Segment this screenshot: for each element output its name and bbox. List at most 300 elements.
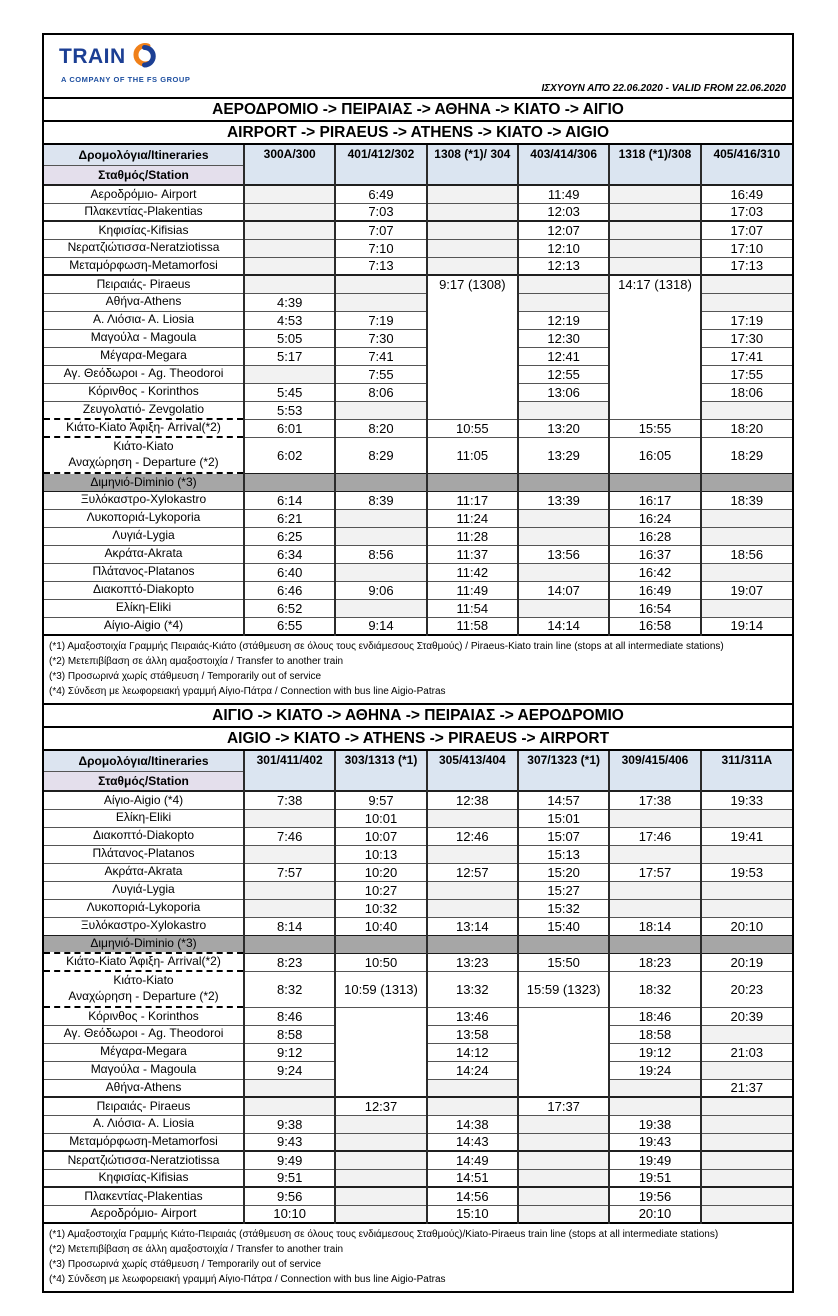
empty-cell bbox=[701, 1205, 792, 1223]
time-cell: 17:03 bbox=[701, 203, 792, 221]
time-cell: 8:39 bbox=[335, 491, 426, 509]
time-cell: 10:10 bbox=[244, 1205, 335, 1223]
empty-cell bbox=[244, 1079, 335, 1097]
time-cell: 6:40 bbox=[244, 563, 335, 581]
empty-cell bbox=[427, 239, 518, 257]
empty-cell bbox=[518, 509, 609, 527]
time-cell: 19:43 bbox=[609, 1133, 700, 1151]
through-service-cell bbox=[335, 1007, 426, 1097]
time-cell: 10:20 bbox=[335, 863, 426, 881]
table-row bbox=[44, 971, 792, 1007]
empty-cell bbox=[518, 1151, 609, 1169]
empty-cell bbox=[427, 881, 518, 899]
table-row bbox=[44, 791, 792, 809]
empty-cell bbox=[335, 1115, 426, 1133]
time-cell: 11:42 bbox=[427, 563, 518, 581]
time-cell: 9:43 bbox=[244, 1133, 335, 1151]
time-cell: 14:14 bbox=[518, 617, 609, 635]
time-cell: 20:23 bbox=[701, 971, 792, 1007]
time-cell: 14:12 bbox=[427, 1043, 518, 1061]
closed-cell bbox=[244, 935, 335, 953]
empty-cell bbox=[335, 1169, 426, 1187]
timetable-sheet bbox=[42, 33, 794, 1293]
time-cell: 6:25 bbox=[244, 527, 335, 545]
table-row bbox=[44, 1097, 792, 1115]
footnote: (*1) Αμαξοστοιχία Γραμμής Κιάτο-Πειραιάς (στάθμευση σε όλους τους ενδιάμεσους Σταθμούς)/Kiato-Piraeus train line (stops at all intermediate stations) bbox=[49, 1229, 719, 1240]
empty-cell bbox=[244, 899, 335, 917]
time-cell: 15:55 bbox=[609, 419, 700, 437]
empty-cell bbox=[701, 1169, 792, 1187]
station-cell: Αεροδρόμιο- Airport bbox=[44, 185, 244, 203]
time-cell: 12:03 bbox=[518, 203, 609, 221]
title-greek: ΑΕΡΟΔΡΟΜΙΟ -> ΠΕΙΡΑΙΑΣ -> ΑΘΗΝΑ -> ΚΙΑΤΟ -> ΑΙΓΙΟ bbox=[44, 99, 792, 122]
time-cell: 17:41 bbox=[701, 347, 792, 365]
empty-cell bbox=[244, 845, 335, 863]
time-cell: 7:30 bbox=[335, 329, 426, 347]
empty-cell bbox=[335, 1151, 426, 1169]
table-row bbox=[44, 599, 792, 617]
station-cell: Μέγαρα-Megara bbox=[44, 1043, 244, 1061]
table-row bbox=[44, 185, 792, 203]
time-cell: 15:50 bbox=[518, 953, 609, 971]
empty-cell bbox=[335, 293, 426, 311]
column-header-train: 401/412/302 bbox=[335, 145, 426, 185]
station-cell: Μεταμόρφωση-Metamorfosi bbox=[44, 257, 244, 275]
empty-cell bbox=[427, 845, 518, 863]
empty-cell bbox=[244, 275, 335, 293]
title-english: AIRPORT -> PIRAEUS -> ATHENS -> KIATO -> AIGIO bbox=[44, 122, 792, 145]
station-cell: Ακράτα-Akrata bbox=[44, 863, 244, 881]
header-row bbox=[44, 751, 792, 772]
empty-cell bbox=[518, 1133, 609, 1151]
table-row bbox=[44, 917, 792, 935]
through-service-cell: 14:17 (1318) bbox=[609, 275, 700, 419]
empty-cell bbox=[701, 1151, 792, 1169]
time-cell: 9:38 bbox=[244, 1115, 335, 1133]
table-row bbox=[44, 239, 792, 257]
timetable-2 bbox=[44, 751, 792, 1224]
time-cell: 10:07 bbox=[335, 827, 426, 845]
station-cell: Λυκοποριά-Lykoporia bbox=[44, 509, 244, 527]
time-cell: 9:56 bbox=[244, 1187, 335, 1205]
time-cell: 15:20 bbox=[518, 863, 609, 881]
station-cell: Μέγαρα-Megara bbox=[44, 347, 244, 365]
empty-cell bbox=[244, 809, 335, 827]
time-cell: 16:37 bbox=[609, 545, 700, 563]
time-cell: 13:39 bbox=[518, 491, 609, 509]
time-cell: 19:51 bbox=[609, 1169, 700, 1187]
time-cell: 12:30 bbox=[518, 329, 609, 347]
column-header-train: 305/413/404 bbox=[427, 751, 518, 791]
station-cell: Κηφισίας-Kifisias bbox=[44, 221, 244, 239]
time-cell: 11:17 bbox=[427, 491, 518, 509]
time-cell: 7:10 bbox=[335, 239, 426, 257]
time-cell: 8:58 bbox=[244, 1025, 335, 1043]
station-cell: Νερατζιώτισσα-Neratziotissa bbox=[44, 239, 244, 257]
time-cell: 14:57 bbox=[518, 791, 609, 809]
station-cell: Ξυλόκαστρο-Xylokastro bbox=[44, 491, 244, 509]
time-cell: 7:38 bbox=[244, 791, 335, 809]
closed-cell bbox=[518, 473, 609, 491]
closed-cell bbox=[609, 473, 700, 491]
station-cell: Ξυλόκαστρο-Xylokastro bbox=[44, 917, 244, 935]
empty-cell bbox=[701, 509, 792, 527]
time-cell: 7:41 bbox=[335, 347, 426, 365]
time-cell: 12:19 bbox=[518, 311, 609, 329]
footnote: (*2) Μετεπιβίβαση σε άλλη αμαξοστοιχία / Transfer to another train bbox=[49, 1244, 344, 1255]
time-cell: 8:46 bbox=[244, 1007, 335, 1025]
empty-cell bbox=[518, 275, 609, 293]
table-row bbox=[44, 845, 792, 863]
time-cell: 11:24 bbox=[427, 509, 518, 527]
column-header-train: 403/414/306 bbox=[518, 145, 609, 185]
time-cell: 7:46 bbox=[244, 827, 335, 845]
time-cell: 11:28 bbox=[427, 527, 518, 545]
masthead bbox=[44, 35, 792, 99]
time-cell: 15:40 bbox=[518, 917, 609, 935]
table-row bbox=[44, 581, 792, 599]
table-row bbox=[44, 1187, 792, 1205]
closed-cell bbox=[609, 935, 700, 953]
empty-cell bbox=[701, 809, 792, 827]
time-cell: 9:14 bbox=[335, 617, 426, 635]
trainose-logo bbox=[59, 43, 159, 69]
time-cell: 18:29 bbox=[701, 437, 792, 473]
empty-cell bbox=[335, 401, 426, 419]
time-cell: 15:07 bbox=[518, 827, 609, 845]
column-header-train: 405/416/310 bbox=[701, 145, 792, 185]
empty-cell bbox=[335, 599, 426, 617]
time-cell: 15:01 bbox=[518, 809, 609, 827]
footnote: (*3) Προσωρινά χωρίς στάθμευση / Temporarily out of service bbox=[49, 1259, 322, 1270]
time-cell: 15:32 bbox=[518, 899, 609, 917]
table-row bbox=[44, 275, 792, 293]
time-cell: 10:50 bbox=[335, 953, 426, 971]
table-row bbox=[44, 1115, 792, 1133]
table-row bbox=[44, 1169, 792, 1187]
time-cell: 19:41 bbox=[701, 827, 792, 845]
table-row bbox=[44, 827, 792, 845]
time-cell: 20:10 bbox=[609, 1205, 700, 1223]
station-cell: Ζευγολατιό- Zevgolatio bbox=[44, 401, 244, 419]
empty-cell bbox=[701, 1061, 792, 1079]
time-cell: 12:10 bbox=[518, 239, 609, 257]
station-cell: Διακοπτό-Diakopto bbox=[44, 581, 244, 599]
empty-cell bbox=[427, 899, 518, 917]
time-cell: 21:03 bbox=[701, 1043, 792, 1061]
trainose-logo-text: TRAIN bbox=[59, 44, 126, 68]
empty-cell bbox=[518, 1115, 609, 1133]
table-row bbox=[44, 809, 792, 827]
time-cell: 11:58 bbox=[427, 617, 518, 635]
empty-cell bbox=[518, 1205, 609, 1223]
station-cell: Κόρινθος - Korinthos bbox=[44, 1007, 244, 1025]
station-cell: Αθήνα-Athens bbox=[44, 1079, 244, 1097]
time-cell: 11:49 bbox=[518, 185, 609, 203]
time-cell: 17:07 bbox=[701, 221, 792, 239]
timetable-section-1 bbox=[44, 99, 792, 705]
empty-cell bbox=[335, 563, 426, 581]
table-row bbox=[44, 221, 792, 239]
time-cell: 18:32 bbox=[609, 971, 700, 1007]
station-cell: Πλακεντίας-Plakentias bbox=[44, 203, 244, 221]
time-cell: 13:29 bbox=[518, 437, 609, 473]
empty-cell bbox=[518, 293, 609, 311]
time-cell: 10:32 bbox=[335, 899, 426, 917]
time-cell: 20:39 bbox=[701, 1007, 792, 1025]
time-cell: 17:46 bbox=[609, 827, 700, 845]
time-cell: 18:06 bbox=[701, 383, 792, 401]
empty-cell bbox=[701, 293, 792, 311]
ose-monogram-icon bbox=[127, 41, 159, 69]
time-cell: 8:56 bbox=[335, 545, 426, 563]
time-cell: 8:29 bbox=[335, 437, 426, 473]
time-cell: 7:55 bbox=[335, 365, 426, 383]
table-row bbox=[44, 419, 792, 437]
time-cell: 9:06 bbox=[335, 581, 426, 599]
time-cell: 16:17 bbox=[609, 491, 700, 509]
time-cell: 10:55 bbox=[427, 419, 518, 437]
column-header-train: 300A/300 bbox=[244, 145, 335, 185]
table-row bbox=[44, 527, 792, 545]
station-cell: Κηφισίας-Kifisias bbox=[44, 1169, 244, 1187]
time-cell: 19:49 bbox=[609, 1151, 700, 1169]
empty-cell bbox=[701, 275, 792, 293]
station-cell: Ακράτα-Akrata bbox=[44, 545, 244, 563]
column-header-train: 311/311A bbox=[701, 751, 792, 791]
time-cell: 16:54 bbox=[609, 599, 700, 617]
station-header: Σταθμός/Station bbox=[44, 166, 244, 186]
station-cell: Αγ. Θεόδωροι - Ag. Theodoroi bbox=[44, 1025, 244, 1043]
time-cell: 11:05 bbox=[427, 437, 518, 473]
time-cell: 6:21 bbox=[244, 509, 335, 527]
station-cell: Πειραιάς- Piraeus bbox=[44, 275, 244, 293]
column-header-train: 301/411/402 bbox=[244, 751, 335, 791]
empty-cell bbox=[518, 401, 609, 419]
time-cell: 6:52 bbox=[244, 599, 335, 617]
time-cell: 19:14 bbox=[701, 617, 792, 635]
table-row bbox=[44, 863, 792, 881]
closed-cell bbox=[701, 935, 792, 953]
station-cell: Διμηνιό-Diminio (*3) bbox=[44, 935, 244, 953]
time-cell: 7:13 bbox=[335, 257, 426, 275]
empty-cell bbox=[427, 809, 518, 827]
time-cell: 19:53 bbox=[701, 863, 792, 881]
time-cell: 12:55 bbox=[518, 365, 609, 383]
time-cell: 15:27 bbox=[518, 881, 609, 899]
time-cell: 6:46 bbox=[244, 581, 335, 599]
time-cell: 14:56 bbox=[427, 1187, 518, 1205]
table-row bbox=[44, 953, 792, 971]
time-cell: 14:51 bbox=[427, 1169, 518, 1187]
empty-cell bbox=[701, 599, 792, 617]
itineraries-header: Δρομολόγια/Itineraries bbox=[44, 145, 244, 166]
through-service-cell bbox=[518, 1007, 609, 1097]
station-name-line1: Κιάτο-Kiato bbox=[113, 439, 174, 454]
footnote: (*4) Σύνδεση με λεωφορειακή γραμμή Αίγιο-Πάτρα / Connection with bus line Aigio-Patras bbox=[49, 686, 446, 697]
timetable-section-2 bbox=[44, 705, 792, 1291]
time-cell: 6:14 bbox=[244, 491, 335, 509]
time-cell: 7:19 bbox=[335, 311, 426, 329]
empty-cell bbox=[335, 1187, 426, 1205]
empty-cell bbox=[244, 185, 335, 203]
footnote: (*2) Μετεπιβίβαση σε άλλη αμαξοστοιχία / Transfer to another train bbox=[49, 656, 344, 667]
time-cell: 5:53 bbox=[244, 401, 335, 419]
time-cell: 13:58 bbox=[427, 1025, 518, 1043]
time-cell: 11:37 bbox=[427, 545, 518, 563]
station-cell: Αθήνα-Athens bbox=[44, 293, 244, 311]
time-cell: 21:37 bbox=[701, 1079, 792, 1097]
time-cell: 18:23 bbox=[609, 953, 700, 971]
station-name-line2: Αναχώρηση - Departure (*2) bbox=[68, 455, 219, 469]
empty-cell bbox=[609, 239, 700, 257]
time-cell: 17:19 bbox=[701, 311, 792, 329]
empty-cell bbox=[518, 527, 609, 545]
time-cell: 10:40 bbox=[335, 917, 426, 935]
time-cell: 13:32 bbox=[427, 971, 518, 1007]
time-cell: 20:10 bbox=[701, 917, 792, 935]
time-cell: 12:38 bbox=[427, 791, 518, 809]
table-row bbox=[44, 473, 792, 491]
time-cell: 7:07 bbox=[335, 221, 426, 239]
time-cell: 13:46 bbox=[427, 1007, 518, 1025]
closed-cell bbox=[701, 473, 792, 491]
time-cell: 9:49 bbox=[244, 1151, 335, 1169]
time-cell: 16:49 bbox=[609, 581, 700, 599]
empty-cell bbox=[701, 1097, 792, 1115]
station-cell: Νερατζιώτισσα-Neratziotissa bbox=[44, 1151, 244, 1169]
closed-cell bbox=[244, 473, 335, 491]
empty-cell bbox=[609, 809, 700, 827]
time-cell: 8:23 bbox=[244, 953, 335, 971]
time-cell: 17:37 bbox=[518, 1097, 609, 1115]
station-cell: Μεταμόρφωση-Metamorfosi bbox=[44, 1133, 244, 1151]
empty-cell bbox=[244, 881, 335, 899]
empty-cell bbox=[701, 563, 792, 581]
timetable-1 bbox=[44, 145, 792, 636]
station-cell: Αγ. Θεόδωροι - Ag. Theodoroi bbox=[44, 365, 244, 383]
station-cell: Α. Λιόσια- Α. Liosia bbox=[44, 1115, 244, 1133]
time-cell: 15:10 bbox=[427, 1205, 518, 1223]
empty-cell bbox=[609, 221, 700, 239]
station-cell: Αεροδρόμιο- Airport bbox=[44, 1205, 244, 1223]
empty-cell bbox=[244, 257, 335, 275]
time-cell: 19:56 bbox=[609, 1187, 700, 1205]
closed-cell bbox=[427, 935, 518, 953]
station-cell: Ελίκη-Eliki bbox=[44, 599, 244, 617]
station-cell: Κιάτο-Kiato Άφιξη- Arrival(*2) bbox=[44, 419, 244, 437]
time-cell: 4:53 bbox=[244, 311, 335, 329]
header-row bbox=[44, 145, 792, 166]
empty-cell bbox=[701, 899, 792, 917]
table-row bbox=[44, 509, 792, 527]
time-cell: 16:58 bbox=[609, 617, 700, 635]
table-row bbox=[44, 203, 792, 221]
time-cell: 9:12 bbox=[244, 1043, 335, 1061]
time-cell: 17:57 bbox=[609, 863, 700, 881]
station-cell bbox=[44, 971, 244, 1007]
column-header-train: 303/1313 (*1) bbox=[335, 751, 426, 791]
through-service-cell: 9:17 (1308) bbox=[427, 275, 518, 419]
empty-cell bbox=[701, 401, 792, 419]
time-cell: 4:39 bbox=[244, 293, 335, 311]
empty-cell bbox=[701, 1025, 792, 1043]
time-cell: 14:49 bbox=[427, 1151, 518, 1169]
time-cell: 13:06 bbox=[518, 383, 609, 401]
time-cell: 10:01 bbox=[335, 809, 426, 827]
empty-cell bbox=[518, 1187, 609, 1205]
time-cell: 8:20 bbox=[335, 419, 426, 437]
table-row bbox=[44, 1151, 792, 1169]
time-cell: 11:49 bbox=[427, 581, 518, 599]
time-cell: 5:05 bbox=[244, 329, 335, 347]
empty-cell bbox=[701, 881, 792, 899]
table-row bbox=[44, 437, 792, 473]
station-cell: Πλάτανος-Platanos bbox=[44, 845, 244, 863]
empty-cell bbox=[609, 881, 700, 899]
time-cell: 8:32 bbox=[244, 971, 335, 1007]
station-header: Σταθμός/Station bbox=[44, 772, 244, 792]
time-cell: 9:24 bbox=[244, 1061, 335, 1079]
column-header-train: 307/1323 (*1) bbox=[518, 751, 609, 791]
time-cell: 5:45 bbox=[244, 383, 335, 401]
time-cell: 19:12 bbox=[609, 1043, 700, 1061]
empty-cell bbox=[518, 599, 609, 617]
station-cell: Πλακεντίας-Plakentias bbox=[44, 1187, 244, 1205]
time-cell: 18:46 bbox=[609, 1007, 700, 1025]
table-row bbox=[44, 491, 792, 509]
station-cell: Λυκοποριά-Lykoporia bbox=[44, 899, 244, 917]
station-cell: Κόρινθος - Korinthos bbox=[44, 383, 244, 401]
itineraries-header: Δρομολόγια/Itineraries bbox=[44, 751, 244, 772]
time-cell: 7:03 bbox=[335, 203, 426, 221]
time-cell: 6:34 bbox=[244, 545, 335, 563]
time-cell: 17:13 bbox=[701, 257, 792, 275]
time-cell: 19:24 bbox=[609, 1061, 700, 1079]
empty-cell bbox=[244, 239, 335, 257]
empty-cell bbox=[335, 275, 426, 293]
time-cell: 13:23 bbox=[427, 953, 518, 971]
footnote: (*4) Σύνδεση με λεωφορειακή γραμμή Αίγιο-Πάτρα / Connection with bus line Aigio-Patras bbox=[49, 1274, 446, 1285]
time-cell: 14:24 bbox=[427, 1061, 518, 1079]
empty-cell bbox=[701, 527, 792, 545]
time-cell: 13:14 bbox=[427, 917, 518, 935]
empty-cell bbox=[609, 257, 700, 275]
empty-cell bbox=[609, 899, 700, 917]
empty-cell bbox=[427, 1097, 518, 1115]
time-cell: 18:20 bbox=[701, 419, 792, 437]
empty-cell bbox=[244, 221, 335, 239]
time-cell: 12:41 bbox=[518, 347, 609, 365]
title-greek: ΑΙΓΙΟ -> ΚΙΑΤΟ -> ΑΘΗΝΑ -> ΠΕΙΡΑΙΑΣ -> ΑΕΡΟΔΡΟΜΙΟ bbox=[44, 705, 792, 728]
table-row bbox=[44, 617, 792, 635]
table-row bbox=[44, 935, 792, 953]
column-header-train: 1308 (*1)/ 304 bbox=[427, 145, 518, 185]
empty-cell bbox=[701, 1187, 792, 1205]
time-cell: 18:39 bbox=[701, 491, 792, 509]
station-cell: Ελίκη-Eliki bbox=[44, 809, 244, 827]
empty-cell bbox=[244, 1097, 335, 1115]
time-cell: 20:19 bbox=[701, 953, 792, 971]
time-cell: 6:49 bbox=[335, 185, 426, 203]
time-cell: 17:30 bbox=[701, 329, 792, 347]
time-cell: 16:28 bbox=[609, 527, 700, 545]
time-cell: 16:24 bbox=[609, 509, 700, 527]
footnotes-box bbox=[44, 1224, 792, 1291]
empty-cell bbox=[609, 1097, 700, 1115]
time-cell: 18:14 bbox=[609, 917, 700, 935]
time-cell: 16:05 bbox=[609, 437, 700, 473]
